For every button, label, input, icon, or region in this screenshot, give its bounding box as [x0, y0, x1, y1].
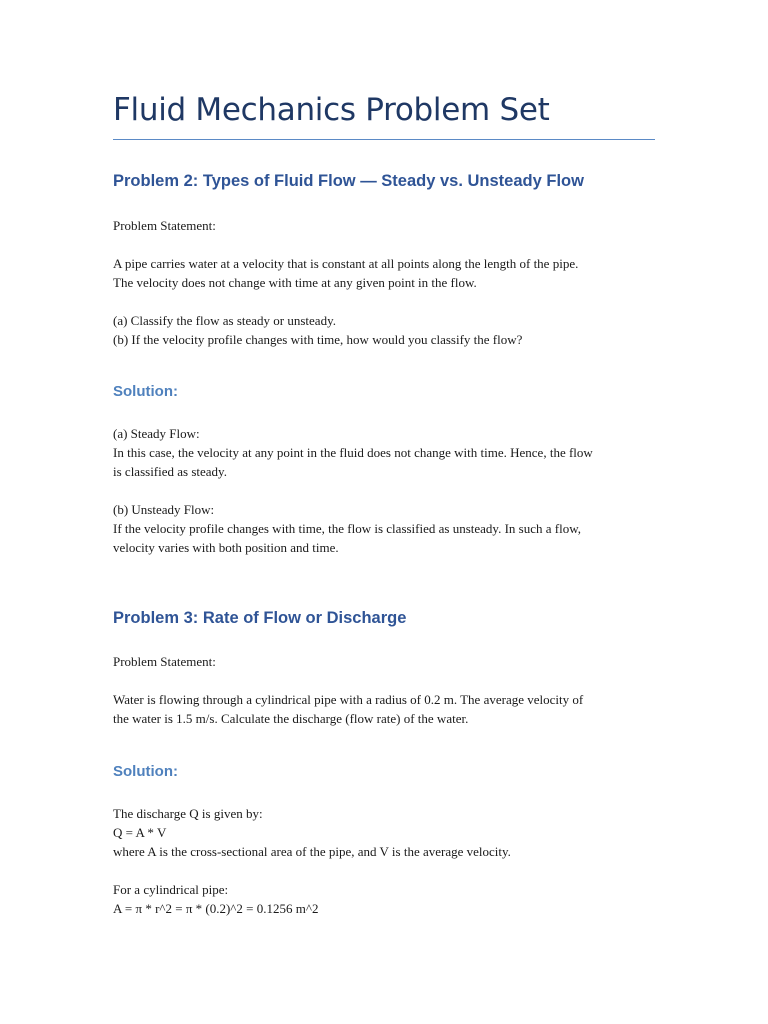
problem-3-solution-line-1: The discharge Q is given by: [113, 806, 263, 821]
problem-2-statement-line-1: A pipe carries water at a velocity that is constant at all points along the length of the pipe. [113, 256, 579, 271]
title-underline [113, 139, 655, 140]
problem-3-solution-line-2: Q = A * V [113, 825, 167, 840]
problem-2-question-a: (a) Classify the flow as steady or unsteady. [113, 313, 336, 328]
problem-3-solution-line-5: A = π * r^2 = π * (0.2)^2 = 0.1256 m^2 [113, 901, 319, 916]
problem-3-solution-line-4: For a cylindrical pipe: [113, 882, 229, 897]
problem-2-solution-heading: Solution: [113, 383, 178, 400]
problem-3-statement-line-2: the water is 1.5 m/s. Calculate the discharge (flow rate) of the water. [113, 711, 469, 726]
problem-3-statement-line-1: Water is flowing through a cylindrical pipe with a radius of 0.2 m. The average velocity of [113, 692, 584, 707]
problem-2-heading: Problem 2: Types of Fluid Flow — Steady vs. Unsteady Flow [113, 172, 584, 190]
problem-3-solution-line-3: where A is the cross-sectional area of the pipe, and V is the average velocity. [113, 844, 511, 859]
problem-2-statement-label: Problem Statement: [113, 218, 216, 233]
problem-2-answer-a-label: (a) Steady Flow: [113, 426, 200, 441]
problem-2-answer-b-label: (b) Unsteady Flow: [113, 502, 215, 517]
problem-2-answer-b-line-2: velocity varies with both position and time. [113, 540, 339, 555]
problem-3-solution-heading: Solution: [113, 763, 178, 780]
problem-2-answer-a-line-1: In this case, the velocity at any point in the fluid does not change with time. Hence, the flow [113, 445, 593, 460]
problem-3-statement-label: Problem Statement: [113, 654, 216, 669]
document-title: Fluid Mechanics Problem Set [113, 92, 550, 128]
problem-2-answer-b-line-1: If the velocity profile changes with time, the flow is classified as unsteady. In such a flow, [113, 521, 581, 536]
problem-2-question-b: (b) If the velocity profile changes with time, how would you classify the flow? [113, 332, 523, 347]
problem-2-answer-a-line-2: is classified as steady. [113, 464, 227, 479]
problem-3-heading: Problem 3: Rate of Flow or Discharge [113, 609, 407, 627]
problem-2-statement-line-2: The velocity does not change with time at any given point in the flow. [113, 275, 477, 290]
